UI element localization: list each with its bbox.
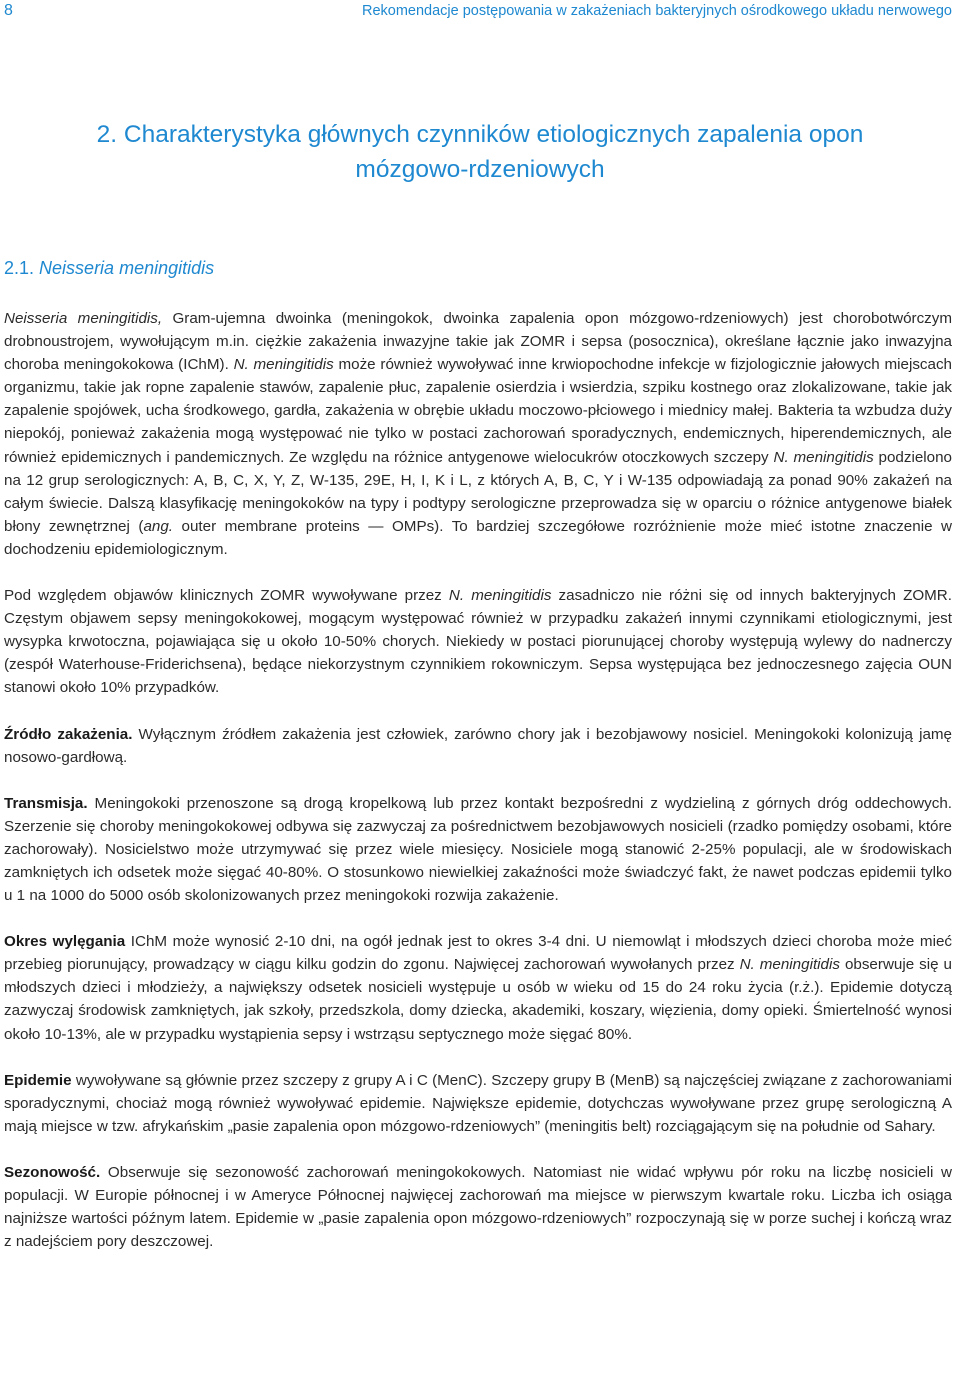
text: może również wywoływać inne krwiopochodne infekcje w fizjologicznie jałowych miejscach organizmu, takie jak ropne zapalenie stawów, zapalenie płuc, zapalenie osierdzia i wsierdzia, szpiku kostnego oraz zlokalizowane, takie jak zapalenie spojówek, ucha środkowego, gardła, zakażenia w obrębie układu moczowo-płciowego i miednicy małej. Bakteria ta wzbudza duży niepokój, ponieważ zakażenia mogą występować nie tylko w postaci zachorowań sporadycznych, endemicznych, hiperendemicznych, ale również epidemicznych i pandemicznych. Ze względu na różnice antygenowe wielocukrów otoczkowych szczepy bbox=[4, 356, 953, 466]
italic-text: ang. bbox=[143, 517, 173, 535]
running-title: Rekomendacje postępowania w zakażeniach bakteryjnych ośrodkowego układu nerwowego bbox=[361, 3, 952, 19]
text: zasadniczo nie różni się od innych bakteryjnych ZOMR. Częstym objawem sepsy meningokokowej, mogącym występować również w przypadku zakażeń innymi czynnikami etiologicznymi, jest wysypka krwotoczna, pojawiająca się u około 10-50% chorych. Niekiedy w postaci piorunującej choroby występują wylewy do nadnerczy (zespół Waterhouse-Friderichsena), będące niekorzystnym czynnikiem rokowniczym. Sepsa występująca bez jednoczesnego zajęcia OUN stanowi około 10% przypadków. bbox=[4, 587, 952, 697]
chapter-title-line-2: mózgowo-rdzeniowych bbox=[355, 156, 605, 183]
page-number: 8 bbox=[4, 2, 13, 19]
paragraph-epidemics bbox=[4, 1069, 952, 1138]
text: podzielono na 12 grup serologicznych: A, B, C, X, Y, Z, W-135, 29E, H, I, K i L, z których A, B, C, Y i W-135 odpowiadają za ponad 90% zakażeń na całym świecie. Dalszą klasyfikację meningokoków na typy i podtypy serologiczne przeprowadza się w oparciu o różnice antygenowe białek błony zewnętrznej ( bbox=[4, 448, 952, 535]
text: Gram-ujemna dwoinka (meningokok, dwoinka zapalenia opon mózgowo-rdzeniowych) jest chorobotwórczym drobnoustrojem, wywołującym m.in. ciężkie zakażenia inwazyjne takie jak ZOMR i sepsa (posocznica), określane łącznie jako inwazyjna choroba meningokokowa (IChM). bbox=[4, 310, 953, 374]
italic-text: N. meningitidis bbox=[448, 587, 552, 605]
paragraph-incubation bbox=[4, 930, 952, 1045]
italic-text: N. meningitidis bbox=[233, 356, 334, 374]
paragraph-lead: Okres wylęgania bbox=[4, 933, 126, 951]
paragraph-lead: Źródło zakażenia. bbox=[4, 725, 133, 743]
paragraph-source bbox=[4, 723, 952, 769]
paragraph-lead: Sezonowość. bbox=[4, 1163, 101, 1181]
italic-text: N. meningitidis bbox=[773, 448, 874, 466]
chapter-title-line-1: 2. Charakterystyka głównych czynników etiologicznych zapalenia opon bbox=[96, 121, 864, 148]
paragraph-seasonality bbox=[4, 1161, 952, 1253]
paragraph-clinical bbox=[4, 584, 952, 699]
paragraph-intro bbox=[4, 307, 952, 561]
text: obserwuje się u młodszych dzieci i młodzieży, a największy odsetek nosicieli występuje u osób w wieku od 15 do 24 roku życia (r.ż.). Epidemie dotyczą zazwyczaj środowisk zamkniętych, jak szkoły, przedszkola, domy dziecka, akademiki, koszary, więzienia, domy opieki. Śmiertelność wynosi około 10-13%, ale w przypadku wystąpienia sepsy i wstrząsu septycznego może sięgać 80%. bbox=[4, 956, 952, 1043]
text: Pod względem objawów klinicznych ZOMR wywoływane przez bbox=[4, 587, 449, 605]
section-heading: Neisseria meningitidis bbox=[39, 258, 215, 278]
text: Wyłącznym źródłem zakażenia jest człowiek, zarówno chory jak i bezobjawowy nosiciel. Meningokoki kolonizują jamę nosowo-gardłową. bbox=[4, 725, 952, 766]
section-title bbox=[4, 258, 214, 279]
section-number: 2.1. bbox=[4, 258, 35, 278]
text: outer membrane proteins — OMPs). To bardziej szczegółowe rozróżnienie może mieć istotne znaczenie w dochodzeniu epidemiologicznym. bbox=[4, 517, 952, 558]
paragraph-transmission bbox=[4, 792, 952, 907]
text: wywoływane są głównie przez szczepy z grupy A i C (MenC). Szczepy grupy B (MenB) są najczęściej związane z zachorowaniami sporadycznymi, chociaż mogą również wywoływać epidemie. Największe epidemie, dotychczas wywoływane przez grupę serologiczną A mają miejsce w tzw. afrykańskim „pasie zapalenia opon mózgowo-rdzeniowych” (meningitis belt) rozciągającym się na południe od Sahary. bbox=[4, 1071, 952, 1135]
page-header bbox=[0, 0, 960, 26]
text: Meningokoki przenoszone są drogą kropelkową lub przez kontakt bezpośredni z wydzieliną z górnych dróg oddechowych. Szerzenie się choroby meningokokowej odbywa się zazwyczaj za pośrednictwem bezobjawowych nosicieli (rzadko pomiędzy osobami, które zachorowały). Nosicielstwo może utrzymywać się przez wiele miesięcy. Nosiciele mogą stanowić 2-25% populacji, ale w środowiskach zamkniętych ich odsetek może sięgać 40-80%. O stosunkowo niewielkiej zakaźności może świadczyć fakt, że nawet podczas epidemii tylko u 1 na 1000 do 5000 osób skolonizowanych przez meningokoki rozwija zakażenie. bbox=[4, 794, 952, 905]
italic-text: Neisseria meningitidis, bbox=[4, 310, 163, 327]
italic-text: N. meningitidis bbox=[739, 956, 840, 974]
article-body bbox=[4, 307, 952, 1276]
chapter-title bbox=[0, 117, 960, 187]
paragraph-lead: Transmisja. bbox=[4, 794, 88, 812]
paragraph-lead: Epidemie bbox=[4, 1071, 72, 1089]
text: IChM może wynosić 2-10 dni, na ogół jednak jest to okres 3-4 dni. U niemowląt i młodszych dzieci choroba może mieć przebieg piorunujący, prowadzący w ciągu kilku godzin do zgonu. Najwięcej zachorowań wywołanych przez bbox=[4, 933, 952, 974]
text: Obserwuje się sezonowość zachorowań meningokokowych. Natomiast nie widać wpływu pór roku na liczbę nosicieli w populacji. W Europie północnej i w Ameryce Północnej najwięcej zachorowań ma miejsce w pierwszym kwartale roku. Liczba ich osiąga najniższe wartości późnym latem. Epidemie w „pasie zapalenia opon mózgowo-rdzeniowych” rozpoczynają się w porze suchej i kończą wraz z nadejściem pory deszczowej. bbox=[4, 1163, 952, 1251]
